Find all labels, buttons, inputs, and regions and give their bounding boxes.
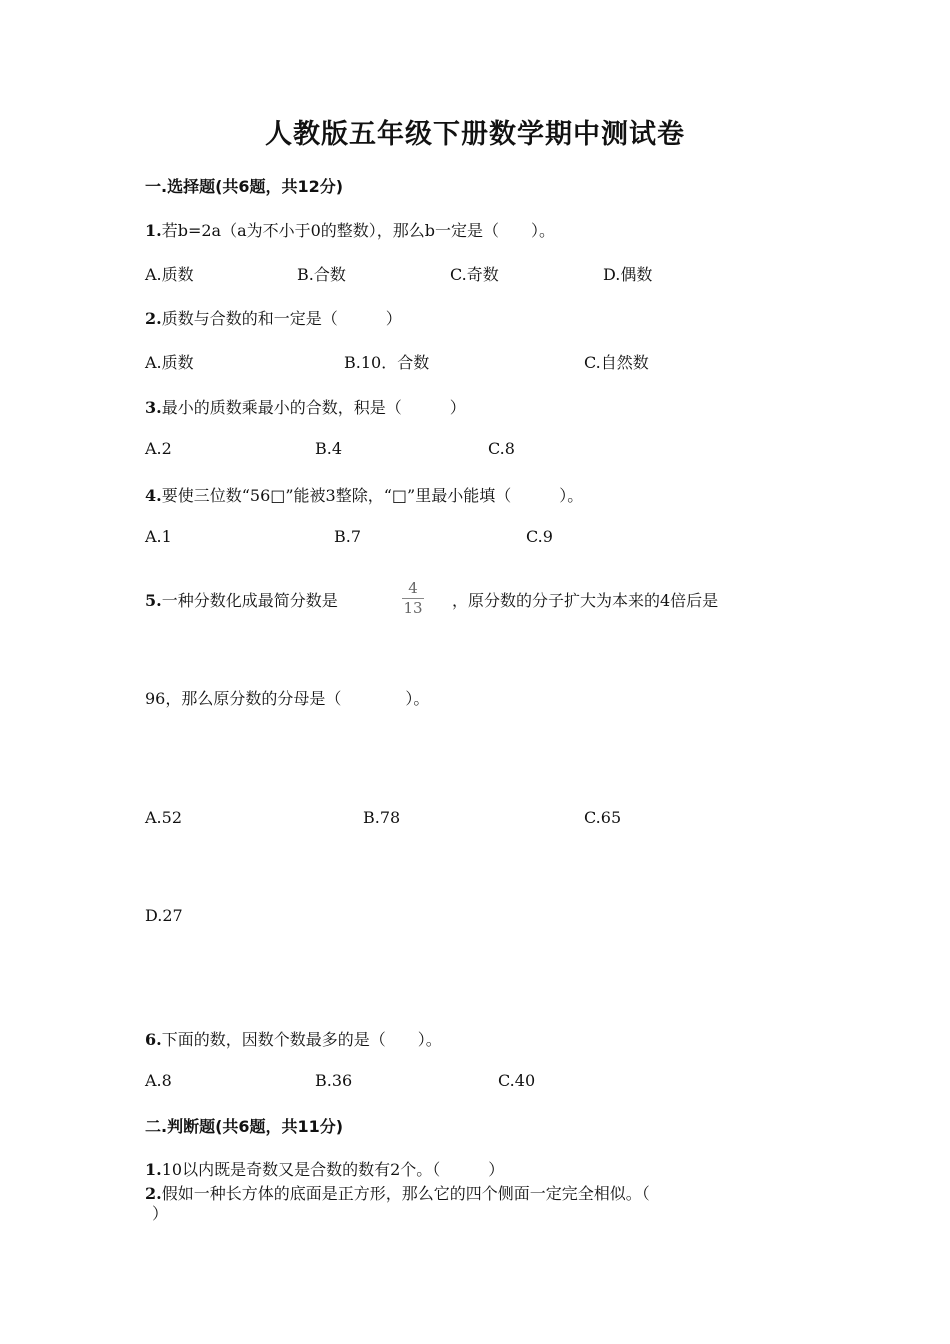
q4-option-c: C.9 [526, 527, 553, 546]
question-number: 1. [145, 221, 162, 240]
question-text: 要使三位数“56□”能被3整除，“□”里最小能填（ ）。 [161, 486, 584, 505]
q6-option-b: B.36 [315, 1071, 353, 1090]
question-text: 下面的数，因数个数最多的是（ ）。 [161, 1030, 442, 1049]
section-judge-title: 二.判断题(共6题，共11分) [145, 1117, 344, 1136]
q1-option-a: A.质数 [145, 265, 194, 284]
judge-question-2 [145, 1181, 650, 1204]
question-number: 4. [145, 486, 162, 505]
question-3 [145, 395, 466, 418]
fraction [400, 580, 426, 617]
q2-option-a: A.质数 [145, 353, 194, 372]
q5-option-a: A.52 [145, 808, 182, 827]
question-5-line2: 96，那么原分数的分母是（ ）。 [145, 689, 430, 708]
question-text: 假如一种长方体的底面是正方形，那么它的四个侧面一定完全相似。（ [161, 1184, 650, 1203]
question-number: 2. [145, 309, 162, 328]
section-choice-title: 一.选择题(共6题，共12分) [145, 177, 344, 196]
q4-option-a: A.1 [145, 527, 172, 546]
fraction-numerator: 4 [408, 579, 418, 597]
q5-option-c: C.65 [584, 808, 622, 827]
question-text: 若b=2a（a为不小于0的整数），那么b一定是（ ）。 [161, 221, 556, 240]
q1-option-b: B.合数 [297, 265, 346, 284]
question-1 [145, 218, 555, 241]
question-5-text-cont: ，原分数的分子扩大为本来的4倍后是 [452, 591, 719, 610]
question-text: 一种分数化成最简分数是 [161, 591, 338, 610]
question-number: 3. [145, 398, 162, 417]
page-title: 人教版五年级下册数学期中测试卷 [265, 119, 685, 150]
q5-option-b: B.78 [363, 808, 401, 827]
q2-option-c: C.自然数 [584, 353, 649, 372]
judge-question-2-line2: ） [152, 1204, 169, 1223]
q4-option-b: B.7 [334, 527, 362, 546]
q3-option-b: B.4 [315, 439, 343, 458]
question-6 [145, 1027, 442, 1050]
question-number: 6. [145, 1030, 162, 1049]
question-number: 5. [145, 591, 162, 610]
question-4 [145, 483, 583, 506]
q6-option-a: A.8 [145, 1071, 172, 1090]
q5-option-d: D.27 [145, 906, 183, 925]
question-5 [145, 588, 338, 611]
question-number: 1. [145, 1160, 162, 1179]
fraction-denominator: 13 [403, 599, 423, 617]
q3-option-c: C.8 [488, 439, 515, 458]
judge-question-1 [145, 1157, 504, 1180]
question-number: 2. [145, 1184, 162, 1203]
q2-option-b: B.10．合数 [344, 353, 430, 372]
question-2 [145, 306, 402, 329]
q6-option-c: C.40 [498, 1071, 536, 1090]
question-text: 10以内既是奇数又是合数的数有2个。（ ） [161, 1160, 505, 1179]
q3-option-a: A.2 [145, 439, 172, 458]
q1-option-c: C.奇数 [450, 265, 499, 284]
question-text: 最小的质数乘最小的合数，积是（ ） [161, 398, 466, 417]
question-text: 质数与合数的和一定是（ ） [161, 309, 402, 328]
q1-option-d: D.偶数 [603, 265, 653, 284]
